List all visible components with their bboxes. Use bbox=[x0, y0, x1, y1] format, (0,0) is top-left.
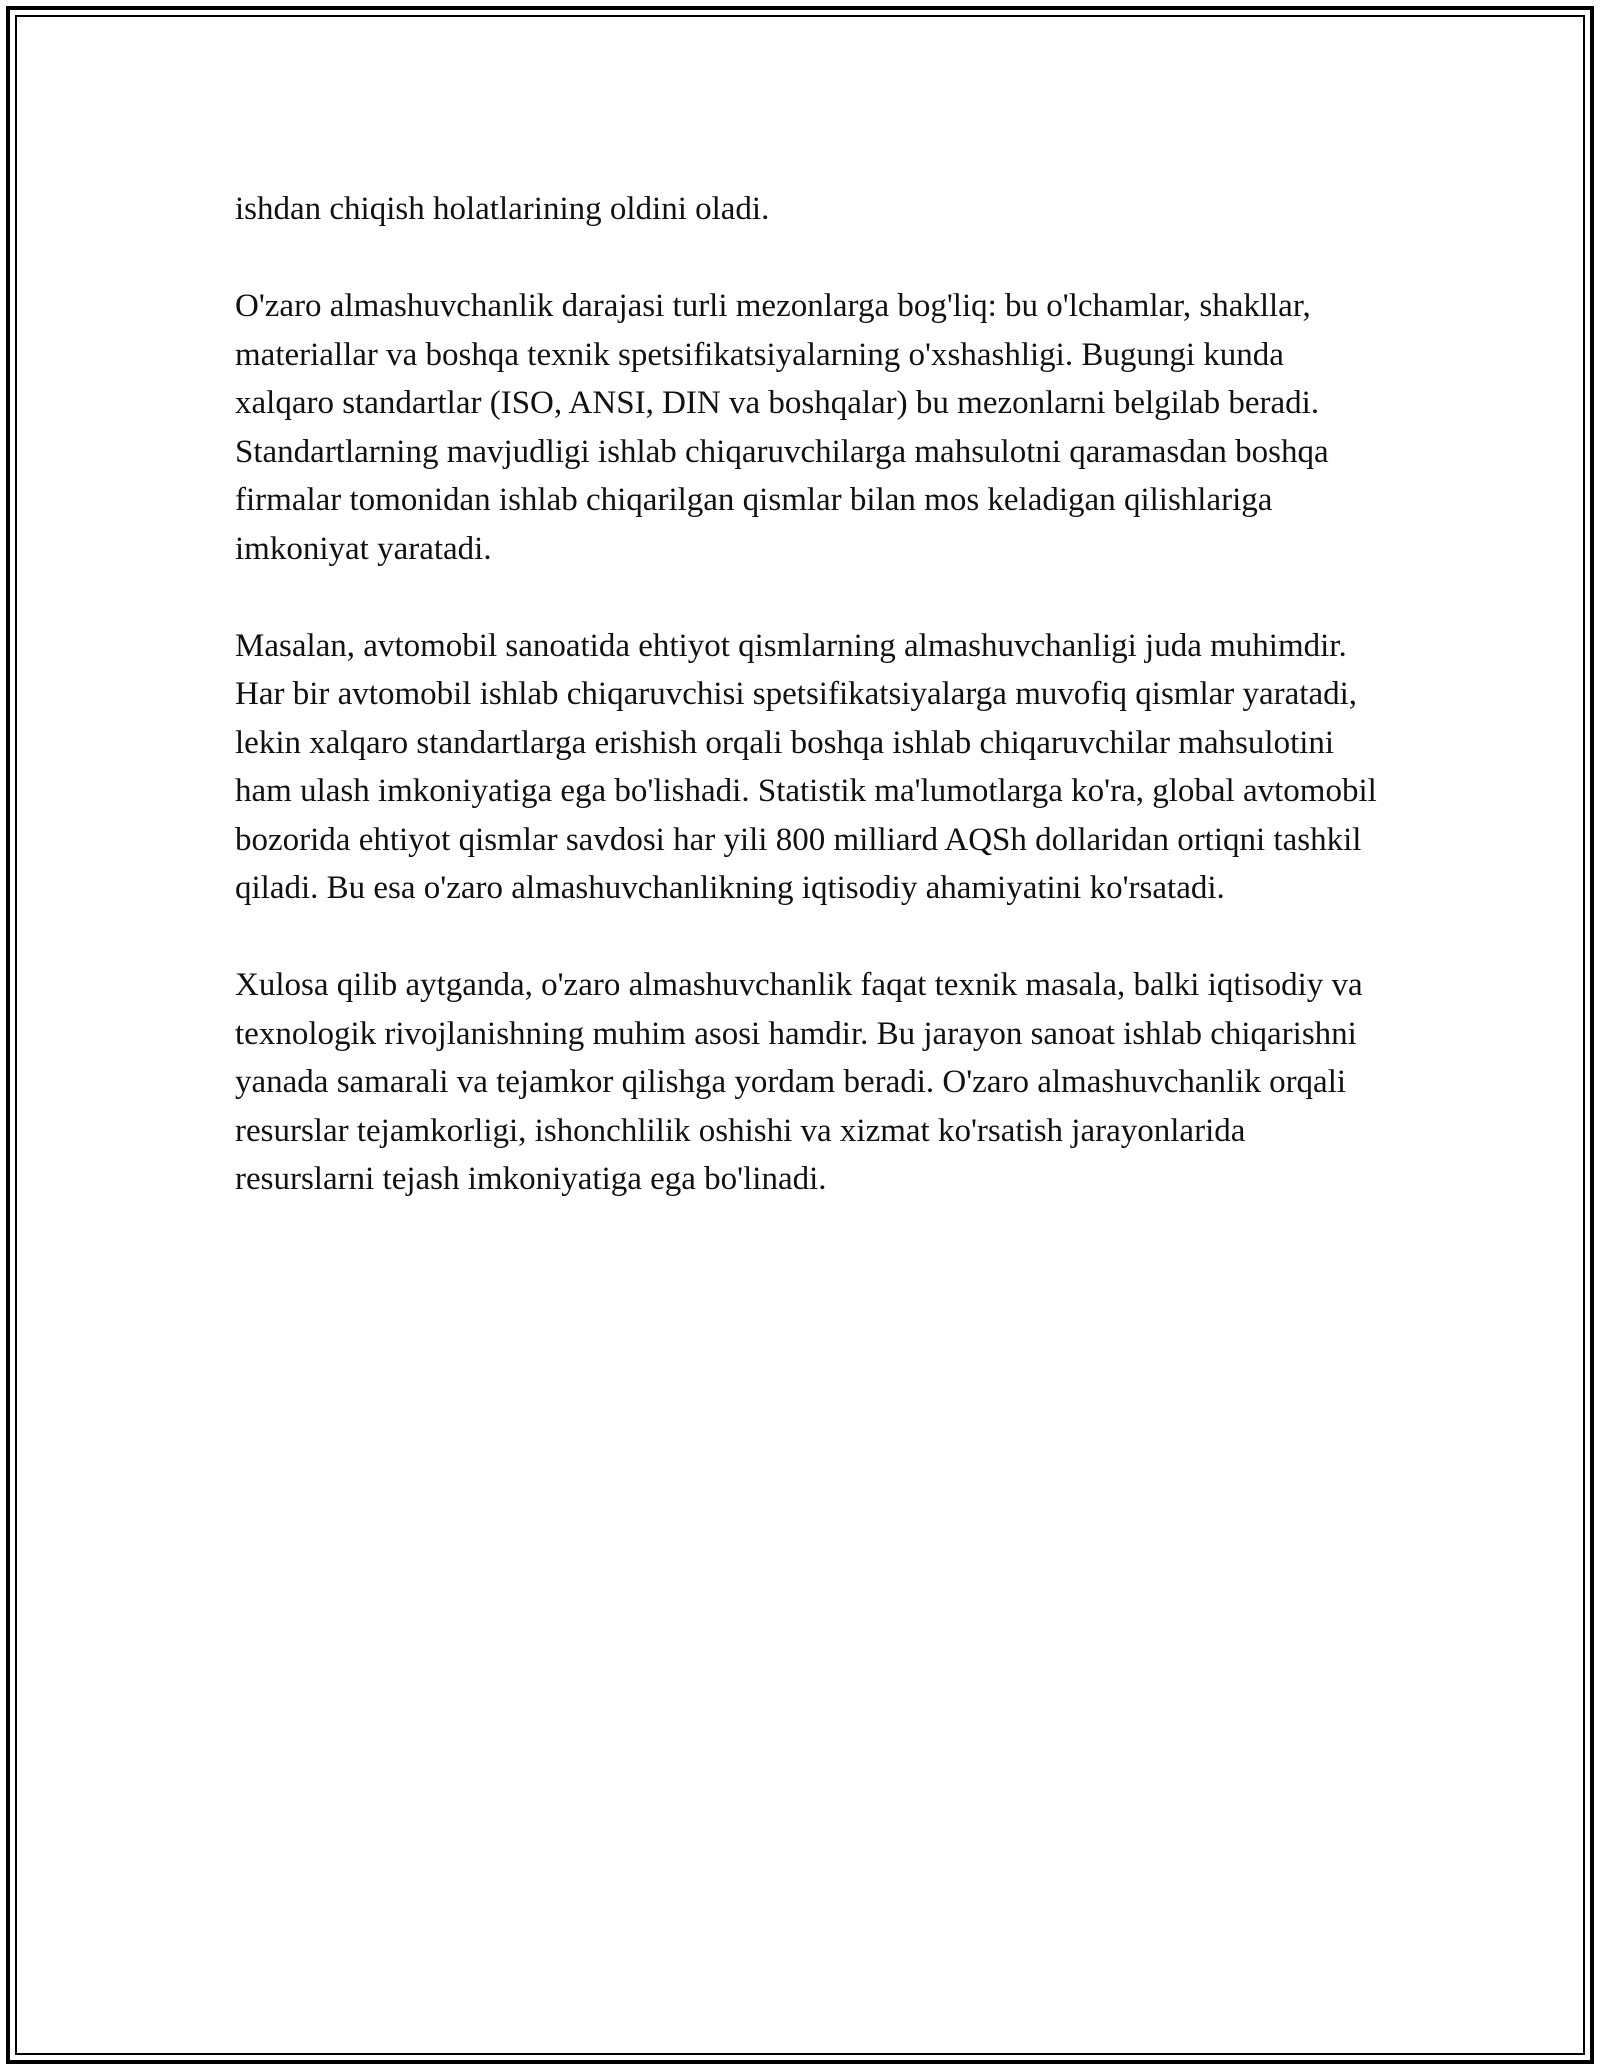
document-body bbox=[235, 185, 1385, 1252]
paragraph-2: O'zaro almashuvchanlik darajasi turli mezonlarga bog'liq: bu o'lchamlar, shakllar, materiallar va boshqa texnik spetsifikatsiyalarning o'xshashligi. Bugungi kunda xalqaro standartlar (ISO, ANSI, DIN va boshqalar) bu mezonlarni belgilab beradi. Standartlarning mavjudligi ishlab chiqaruvchilarga mahsulotni qaramasdan boshqa firmalar tomonidan ishlab chiqarilgan qismlar bilan mos keladigan qilishlariga imkoniyat yaratadi. bbox=[235, 288, 1329, 567]
paragraph-4: Xulosa qilib aytganda, o'zaro almashuvchanlik faqat texnik masala, balki iqtisodiy va texnologik rivojlanishning muhim asosi hamdir. Bu jarayon sanoat ishlab chiqarishni yanada samarali va tejamkor qilishga yordam beradi. O'zaro almashuvchanlik orqali resurslar tejamkorligi, ishonchlilik oshishi va xizmat ko'rsatish jarayonlarida resurslarni tejash imkoniyatiga ega bo'linadi. bbox=[235, 967, 1363, 1197]
paragraph-3: Masalan, avtomobil sanoatida ehtiyot qismlarning almashuvchanligi juda muhimdir. Har bir avtomobil ishlab chiqaruvchisi spetsifikatsiyalarga muvofiq qismlar yaratadi, lekin xalqaro standartlarga erishish orqali boshqa ishlab chiqaruvchilar mahsulotini ham ulash imkoniyatiga ega bo'lishadi. Statistik ma'lumotlarga ko'ra, global avtomobil bozorida ehtiyot qismlar savdosi har yili 800 milliard AQSh dollaridan ortiqni tashkil qiladi. Bu esa o'zaro almashuvchanlikning iqtisodiy ahamiyatini ko'rsatadi. bbox=[235, 627, 1377, 906]
paragraph-1: ishdan chiqish holatlarining oldini oladi. bbox=[235, 191, 770, 227]
